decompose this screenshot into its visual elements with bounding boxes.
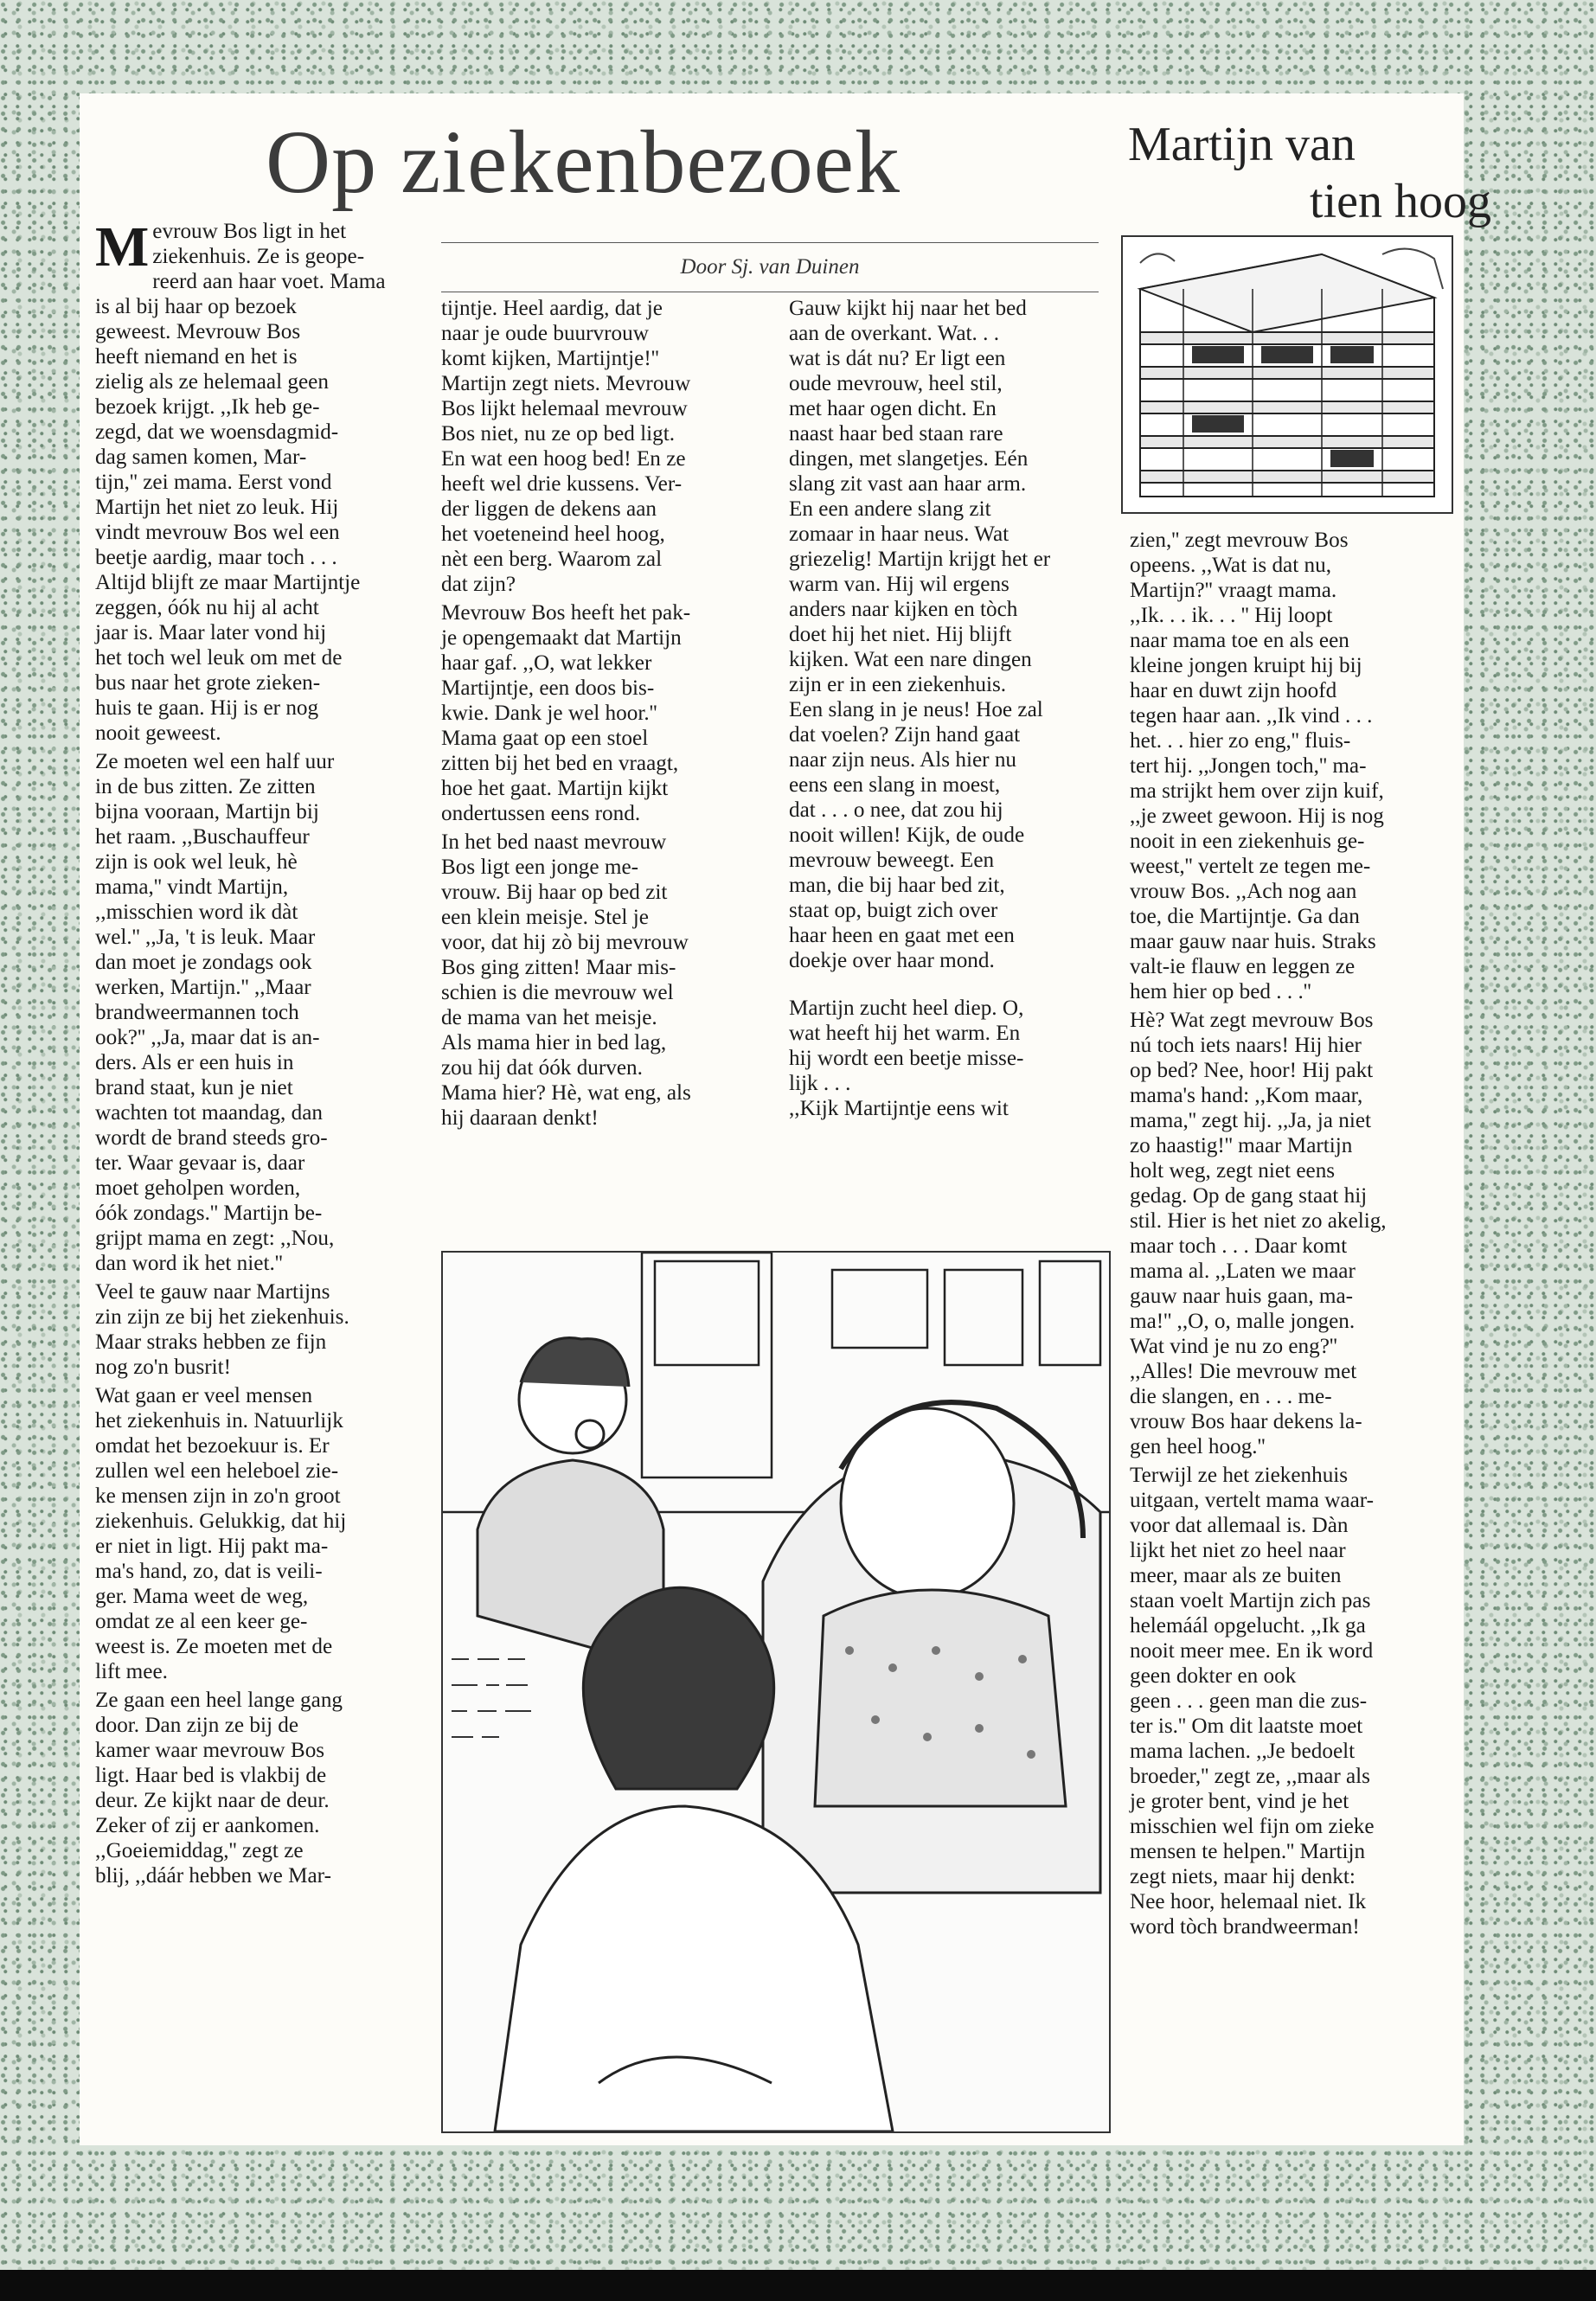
scan-bottom-edge bbox=[0, 2270, 1596, 2301]
apartment-building-illustration bbox=[1121, 235, 1453, 514]
side-title bbox=[1128, 116, 1491, 230]
paragraph: Veel te gauw naar Martijns zin zijn ze bij het ziekenhuis. Maar straks hebben ze fijn nog zo'n busrit! bbox=[95, 1280, 349, 1379]
side-title-line-1: Martijn van bbox=[1128, 118, 1356, 171]
drop-cap: M bbox=[95, 215, 150, 279]
paragraph: Terwijl ze het ziekenhuis uitgaan, vertelt mama waar- voor dat allemaal is. Dàn lijkt het niet zo heel naar meer, maar als ze buiten staan voelt Martijn zich pas helemáál opgelucht. ,,Ik ga nooit meer mee. En ik word geen dokter en ook geen . . . geen man die zus- ter is.'' Om dit laatste moet mama lachen. ,,Je bedoelt broeder,'' zegt ze, ,,maar als je groter bent, vind je het misschien wel fijn om zieke mensen te helpen.'' Martijn zegt niets, maar hij denkt: Nee hoor, helemaal niet. Ik word tòch brandweerman! bbox=[1130, 1464, 1375, 1939]
paragraph: tijntje. Heel aardig, dat je naar je oude buurvrouw komt kijken, Martijntje!'' Martijn zegt niets. Mevrouw Bos lijkt helemaal mevrouw Bos niet, nu ze op bed ligt. En wat een hoog bed! En ze heeft wel drie kussens. Ver- der liggen de dekens aan het voeteneind heel hoog, nèt een berg. Waarom zal dat zijn? bbox=[441, 297, 691, 596]
article-column-2 bbox=[441, 296, 754, 1134]
hospital-visit-illustration bbox=[441, 1251, 1111, 2133]
magazine-page bbox=[80, 93, 1491, 2145]
article-column-4 bbox=[1130, 528, 1445, 1943]
page-title: Op ziekenbezoek bbox=[266, 112, 901, 212]
paragraph: Ze moeten wel een half uur in de bus zitten. Ze zitten bijna vooraan, Martijn bij het raam. ,,Buschauffeur zijn is ook wel leuk, hè mama,'' vindt Martijn, ,,misschien word ik dàt wel.'' ,,Ja, 't is leuk. Maar dan moet je zondags ook werken, Martijn.'' ,,Maar brandweermannen toch ook?'' ,,Ja, maar dat is an- ders. Als er een huis in brand staat, kun je niet wachten tot maandag, dan wordt de brand steeds gro- ter. Waar gevaar is, daar moet geholpen worden, óók zondags.'' Martijn be- grijpt mama en zegt: ,,Nou, dan word ik het niet.'' bbox=[95, 750, 335, 1275]
paragraph: Mevrouw Bos heeft het pak- je opengemaakt dat Martijn haar gaf. ,,O, wat lekker Martijntje, een doos bis- kwie. Dank je wel hoor.'' Mama gaat op een stoel zitten bij het bed en vraagt, hoe het gaat. Martijn kijkt ondertussen eens rond. bbox=[441, 601, 691, 825]
paragraph bbox=[95, 215, 409, 746]
paragraph: zien,'' zegt mevrouw Bos opeens. ,,Wat is dat nu, Martijn?'' vraagt mama. ,,Ik. . . ik. . . '' Hij loopt naar mama toe en als een kleine jongen kruipt hij bij haar en duwt zijn hoofd tegen haar aan. ,,Ik vind . . . het. . . hier zo eng,'' fluis- tert hij. ,,Jongen toch,'' ma- ma strijkt hem over zijn kuif, ,,je zweet gewoon. Hij is nog nooit in een ziekenhuis ge- weest,'' vertelt ze tegen me- vrouw Bos. ,,Ach nog aan toe, die Martijntje. Ga dan maar gauw naar huis. Straks valt-ie flauw en leggen ze hem hier op bed . . .'' bbox=[1130, 529, 1384, 1003]
article-column-3 bbox=[789, 296, 1107, 1125]
byline: Door Sj. van Duinen bbox=[441, 242, 1099, 292]
article-column-1 bbox=[95, 215, 409, 1892]
side-title-line-2: tien hoog bbox=[1310, 175, 1491, 228]
paragraph: Wat gaan er veel mensen het ziekenhuis in. Natuurlijk omdat het bezoekuur is. Er zullen wel een heleboel zie- ke mensen zijn in zo'n groot ziekenhuis. Gelukkig, dat hij er niet in ligt. Hij pakt ma- ma's hand, zo, dat is veili- ger. Mama weet de weg, omdat ze al een keer ge- weest is. Ze moeten met de lift mee. bbox=[95, 1384, 347, 1683]
paragraph: Gauw kijkt hij naar het bed aan de overkant. Wat. . . wat is dát nu? Er ligt een oude mevrouw, heel stil, met haar ogen dicht. En naast haar bed staan rare dingen, met slangetjes. Eén slang zit vast aan haar arm. En een andere slang zit zomaar in haar neus. Wat griezelig! Martijn krijgt het er warm van. Hij wil ergens anders naar kijken en tòch doet hij het niet. Hij blijft kijken. Wat een nare dingen zijn er in een ziekenhuis. Een slang in je neus! Hoe zal dat voelen? Zijn hand gaat naar zijn neus. Als hier nu eens een slang in moest, dat . . . o nee, dat zou hij nooit willen! Kijk, de oude mevrouw beweegt. Een man, die bij haar bed zit, staat op, buigt zich over haar heen en gaat met een doekje over haar mond. bbox=[789, 297, 1051, 972]
paragraph: Martijn zucht heel diep. O, wat heeft hij het warm. En hij wordt een beetje misse- lijk . . . ,,Kijk Martijntje eens wit bbox=[789, 997, 1024, 1120]
paragraph: Ze gaan een heel lange gang door. Dan zijn ze bij de kamer waar mevrouw Bos ligt. Haar bed is vlakbij de deur. Ze kijkt naar de deur. Zeker of zij er aankomen. ,,Goeiemiddag,'' zegt ze blij, ,,dáár hebben we Mar- bbox=[95, 1689, 343, 1888]
paragraph: In het bed naast mevrouw Bos ligt een jonge me- vrouw. Bij haar op bed zit een klein meisje. Stel je voor, dat hij zò bij mevrouw Bos ging zitten! Maar mis- schien is die mevrouw wel de mama van het meisje. Als mama hier in bed lag, zou hij dat óók durven. Mama hier? Hè, wat eng, als hij daaraan denkt! bbox=[441, 830, 691, 1130]
paragraph-text: evrouw Bos ligt in het ziekenhuis. Ze is geope- reerd aan haar voet. Mama is al bij haar op bezoek geweest. Mevrouw Bos heeft niemand en het is zielig als ze helemaal geen bezoek krijgt. ,,Ik heb ge- zegd, dat we woensdagmid- dag samen komen, Mar- tijn,'' zei mama. Eerst vond Martijn het niet zo leuk. Hij vindt mevrouw Bos wel een beetje aardig, maar toch . . . Altijd blijft ze maar Martijntje zeggen, óók nu hij al acht jaar is. Maar later vond hij het toch wel leuk om met de bus naar het grote zieken- huis te gaan. Hij is er nog nooit geweest. bbox=[95, 220, 386, 745]
paragraph: Hè? Wat zegt mevrouw Bos nú toch iets naars! Hij hier op bed? Nee, hoor! Hij pakt mama's hand: ,,Kom maar, mama,'' zegt hij. ,,Ja, ja niet zo haastig!'' maar Martijn holt weg, zegt niet eens gedag. Op de gang staat hij stil. Hier is het niet zo akelig, maar toch . . . Daar komt mama al. ,,Laten we maar gauw naar huis gaan, ma- ma!'' ,,O, o, malle jongen. Wat vind je nu zo eng?'' ,,Alles! Die mevrouw met die slangen, en . . . me- vrouw Bos haar dekens la- gen heel hoog.'' bbox=[1130, 1009, 1387, 1458]
